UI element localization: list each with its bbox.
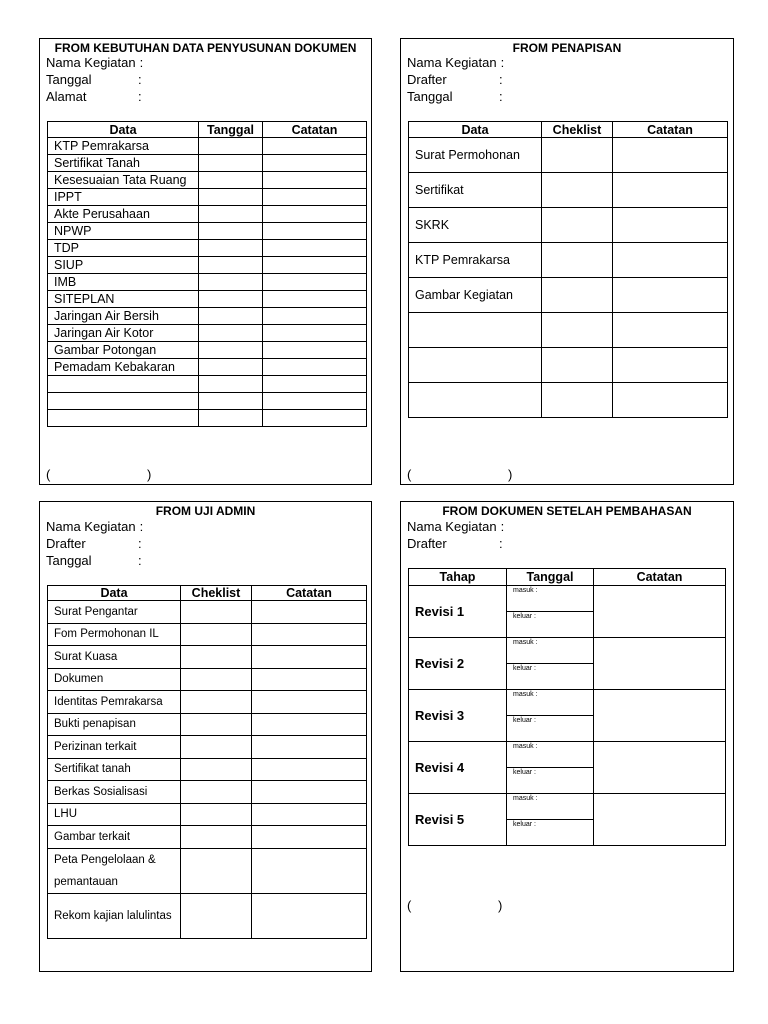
form1-row bbox=[48, 172, 367, 189]
form1-cell-data: Jaringan Air Bersih bbox=[48, 308, 199, 325]
form2-field-drafter: Drafter : bbox=[407, 72, 503, 87]
form2-cell-catatan bbox=[613, 173, 728, 208]
form4-field-drafter: Drafter : bbox=[407, 536, 503, 551]
form4-row bbox=[409, 794, 726, 820]
form1-cell-tanggal bbox=[199, 325, 263, 342]
form2-table bbox=[408, 121, 728, 418]
form2-cell-cheklist bbox=[542, 173, 613, 208]
form1-cell-tanggal bbox=[199, 155, 263, 172]
form1-cell-tanggal bbox=[199, 393, 263, 410]
form1-cell-data: Gambar Potongan bbox=[48, 342, 199, 359]
form2-cell-cheklist bbox=[542, 208, 613, 243]
form2-cell-data: Gambar Kegiatan bbox=[409, 278, 542, 313]
form3-cell-cheklist bbox=[181, 803, 252, 826]
form4-cell-catatan bbox=[594, 742, 726, 794]
form3-header-data: Data bbox=[48, 586, 181, 601]
form3-row bbox=[48, 781, 367, 804]
form1-header-catatan: Catatan bbox=[263, 122, 367, 138]
form4-cell-masuk: masuk : bbox=[507, 638, 594, 664]
form1-header-data: Data bbox=[48, 122, 199, 138]
form1-cell-catatan bbox=[263, 138, 367, 155]
form1-cell-catatan bbox=[263, 223, 367, 240]
form3-row bbox=[48, 623, 367, 646]
form3-cell-catatan bbox=[252, 623, 367, 646]
form2-cell-cheklist bbox=[542, 383, 613, 418]
form3-row bbox=[48, 893, 367, 938]
form4-cell-tahap: Revisi 1 bbox=[409, 586, 507, 638]
form3-cell-data: Fom Permohonan IL bbox=[48, 623, 181, 646]
form3-cell-catatan bbox=[252, 691, 367, 714]
form2-cell-data: KTP Pemrakarsa bbox=[409, 243, 542, 278]
form1-cell-data: SITEPLAN bbox=[48, 291, 199, 308]
form3-cell-catatan bbox=[252, 893, 367, 938]
form2-cell-catatan bbox=[613, 208, 728, 243]
form2-row bbox=[409, 348, 728, 383]
form1-row bbox=[48, 393, 367, 410]
form3-table bbox=[47, 585, 367, 939]
form1-cell-tanggal bbox=[199, 376, 263, 393]
form2-cell-cheklist bbox=[542, 138, 613, 173]
form4-row bbox=[409, 638, 726, 664]
form4-cell-catatan bbox=[594, 586, 726, 638]
form3-cell-cheklist bbox=[181, 781, 252, 804]
form1-cell-tanggal bbox=[199, 189, 263, 206]
form3-field-nama-kegiatan: Nama Kegiatan : bbox=[46, 519, 144, 534]
form2-row bbox=[409, 208, 728, 243]
form3-cell-cheklist bbox=[181, 623, 252, 646]
form3-cell-catatan bbox=[252, 781, 367, 804]
form4-cell-tahap: Revisi 3 bbox=[409, 690, 507, 742]
form3-cell-catatan bbox=[252, 713, 367, 736]
form3-cell-data: Perizinan terkait bbox=[48, 736, 181, 759]
form1-row bbox=[48, 189, 367, 206]
form1-row bbox=[48, 359, 367, 376]
form3-row bbox=[48, 803, 367, 826]
form2-header-cheklist: Cheklist bbox=[542, 122, 613, 138]
form1-table bbox=[47, 121, 367, 427]
form2-cell-cheklist bbox=[542, 278, 613, 313]
form4-row bbox=[409, 586, 726, 612]
form1-row bbox=[48, 376, 367, 393]
form3-cell-catatan bbox=[252, 668, 367, 691]
form-dokumen-setelah-pembahasan bbox=[400, 501, 734, 972]
form4-cell-keluar: keluar : bbox=[507, 716, 594, 742]
form1-row bbox=[48, 155, 367, 172]
form1-cell-tanggal bbox=[199, 342, 263, 359]
form2-field-nama-kegiatan: Nama Kegiatan : bbox=[407, 55, 505, 70]
form1-signature: ( ) bbox=[46, 467, 152, 482]
form1-cell-tanggal bbox=[199, 257, 263, 274]
form2-cell-cheklist bbox=[542, 243, 613, 278]
form1-row bbox=[48, 206, 367, 223]
form1-cell-tanggal bbox=[199, 172, 263, 189]
form4-cell-masuk: masuk : bbox=[507, 690, 594, 716]
form1-cell-data bbox=[48, 393, 199, 410]
form1-cell-catatan bbox=[263, 206, 367, 223]
form1-row bbox=[48, 240, 367, 257]
form3-header-cheklist: Cheklist bbox=[181, 586, 252, 601]
form4-cell-keluar: keluar : bbox=[507, 768, 594, 794]
form-uji-admin bbox=[39, 501, 372, 972]
form2-cell-data: Sertifikat bbox=[409, 173, 542, 208]
form1-cell-data: IMB bbox=[48, 274, 199, 291]
form3-cell-catatan bbox=[252, 601, 367, 624]
form-penapisan bbox=[400, 38, 734, 485]
form3-cell-catatan bbox=[252, 826, 367, 849]
form1-cell-catatan bbox=[263, 155, 367, 172]
form3-cell-cheklist bbox=[181, 646, 252, 669]
form1-cell-catatan bbox=[263, 393, 367, 410]
form3-cell-cheklist bbox=[181, 826, 252, 849]
form3-cell-data: Peta Pengelolaan & pemantauan bbox=[48, 848, 181, 893]
form3-row bbox=[48, 758, 367, 781]
form2-row bbox=[409, 243, 728, 278]
form3-row bbox=[48, 713, 367, 736]
form1-cell-tanggal bbox=[199, 223, 263, 240]
form1-cell-data: Kesesuaian Tata Ruang bbox=[48, 172, 199, 189]
form1-row bbox=[48, 257, 367, 274]
form1-row bbox=[48, 138, 367, 155]
form1-cell-catatan bbox=[263, 359, 367, 376]
form4-signature: ( ) bbox=[407, 898, 503, 913]
form4-cell-masuk: masuk : bbox=[507, 794, 594, 820]
form2-cell-catatan bbox=[613, 313, 728, 348]
form2-cell-catatan bbox=[613, 348, 728, 383]
form3-cell-data: Dokumen bbox=[48, 668, 181, 691]
form3-cell-data: Surat Kuasa bbox=[48, 646, 181, 669]
form2-cell-catatan bbox=[613, 138, 728, 173]
form1-cell-data: Sertifikat Tanah bbox=[48, 155, 199, 172]
form3-cell-cheklist bbox=[181, 713, 252, 736]
form2-cell-data bbox=[409, 313, 542, 348]
form1-field-alamat: Alamat : bbox=[46, 89, 142, 104]
form4-row bbox=[409, 742, 726, 768]
form4-field-nama-kegiatan: Nama Kegiatan : bbox=[407, 519, 505, 534]
form4-title: FROM DOKUMEN SETELAH PEMBAHASAN bbox=[442, 504, 692, 518]
form2-row bbox=[409, 278, 728, 313]
form3-row bbox=[48, 691, 367, 714]
form3-cell-cheklist bbox=[181, 601, 252, 624]
form3-cell-data: Surat Pengantar bbox=[48, 601, 181, 624]
form4-cell-tahap: Revisi 4 bbox=[409, 742, 507, 794]
form2-row bbox=[409, 313, 728, 348]
form2-cell-catatan bbox=[613, 278, 728, 313]
form3-cell-data: Berkas Sosialisasi bbox=[48, 781, 181, 804]
form2-title: FROM PENAPISAN bbox=[512, 41, 622, 55]
form1-cell-catatan bbox=[263, 240, 367, 257]
form1-cell-catatan bbox=[263, 189, 367, 206]
form2-row bbox=[409, 138, 728, 173]
form3-cell-cheklist bbox=[181, 668, 252, 691]
form3-row bbox=[48, 826, 367, 849]
form2-cell-data bbox=[409, 348, 542, 383]
form1-cell-data: Akte Perusahaan bbox=[48, 206, 199, 223]
form3-row bbox=[48, 736, 367, 759]
form1-cell-catatan bbox=[263, 291, 367, 308]
form4-cell-keluar: keluar : bbox=[507, 612, 594, 638]
form3-cell-cheklist bbox=[181, 893, 252, 938]
form1-cell-data: IPPT bbox=[48, 189, 199, 206]
form4-cell-tahap: Revisi 2 bbox=[409, 638, 507, 690]
form2-cell-catatan bbox=[613, 383, 728, 418]
form1-cell-catatan bbox=[263, 308, 367, 325]
form1-row bbox=[48, 325, 367, 342]
form1-cell-catatan bbox=[263, 342, 367, 359]
form3-title: FROM UJI ADMIN bbox=[155, 504, 256, 518]
form3-cell-catatan bbox=[252, 758, 367, 781]
form4-cell-masuk: masuk : bbox=[507, 586, 594, 612]
form3-field-tanggal: Tanggal : bbox=[46, 553, 142, 568]
form3-cell-data: Rekom kajian lalulintas bbox=[48, 893, 181, 938]
form1-cell-tanggal bbox=[199, 274, 263, 291]
form3-row bbox=[48, 848, 367, 893]
form1-cell-tanggal bbox=[199, 206, 263, 223]
form3-cell-catatan bbox=[252, 848, 367, 893]
form2-cell-data bbox=[409, 383, 542, 418]
form-kebutuhan-data bbox=[39, 38, 372, 485]
form4-cell-catatan bbox=[594, 690, 726, 742]
form3-cell-data: Bukti penapisan bbox=[48, 713, 181, 736]
form4-header-catatan: Catatan bbox=[594, 569, 726, 586]
form2-cell-catatan bbox=[613, 243, 728, 278]
form1-row bbox=[48, 410, 367, 427]
form3-row bbox=[48, 646, 367, 669]
form1-cell-data: TDP bbox=[48, 240, 199, 257]
form1-cell-data: Pemadam Kebakaran bbox=[48, 359, 199, 376]
form1-cell-tanggal bbox=[199, 291, 263, 308]
form1-cell-catatan bbox=[263, 376, 367, 393]
form1-cell-tanggal bbox=[199, 410, 263, 427]
form1-cell-catatan bbox=[263, 325, 367, 342]
form1-cell-catatan bbox=[263, 257, 367, 274]
form3-cell-data: Gambar terkait bbox=[48, 826, 181, 849]
form1-field-tanggal: Tanggal : bbox=[46, 72, 142, 87]
form1-row bbox=[48, 223, 367, 240]
form3-cell-cheklist bbox=[181, 758, 252, 781]
form1-cell-catatan bbox=[263, 410, 367, 427]
form4-header-tanggal: Tanggal bbox=[507, 569, 594, 586]
form1-cell-data: KTP Pemrakarsa bbox=[48, 138, 199, 155]
form3-cell-catatan bbox=[252, 736, 367, 759]
form1-cell-tanggal bbox=[199, 359, 263, 376]
form1-cell-data bbox=[48, 376, 199, 393]
form4-cell-masuk: masuk : bbox=[507, 742, 594, 768]
form1-cell-data: Jaringan Air Kotor bbox=[48, 325, 199, 342]
form3-cell-cheklist bbox=[181, 691, 252, 714]
form4-cell-keluar: keluar : bbox=[507, 820, 594, 846]
form3-cell-data: LHU bbox=[48, 803, 181, 826]
form3-cell-cheklist bbox=[181, 736, 252, 759]
form3-cell-cheklist bbox=[181, 848, 252, 893]
form3-cell-catatan bbox=[252, 803, 367, 826]
form2-field-tanggal: Tanggal : bbox=[407, 89, 503, 104]
form2-row bbox=[409, 383, 728, 418]
form2-signature: ( ) bbox=[407, 467, 513, 482]
form1-cell-data: SIUP bbox=[48, 257, 199, 274]
form2-cell-cheklist bbox=[542, 348, 613, 383]
form2-header-data: Data bbox=[409, 122, 542, 138]
form2-header-catatan: Catatan bbox=[613, 122, 728, 138]
form4-cell-keluar: keluar : bbox=[507, 664, 594, 690]
form4-table bbox=[408, 568, 726, 846]
form2-row bbox=[409, 173, 728, 208]
form2-cell-data: Surat Permohonan bbox=[409, 138, 542, 173]
form1-row bbox=[48, 291, 367, 308]
form1-cell-catatan bbox=[263, 172, 367, 189]
form1-cell-tanggal bbox=[199, 240, 263, 257]
form1-cell-tanggal bbox=[199, 308, 263, 325]
form3-cell-catatan bbox=[252, 646, 367, 669]
form3-row bbox=[48, 668, 367, 691]
form3-cell-data: Identitas Pemrakarsa bbox=[48, 691, 181, 714]
form4-cell-tahap: Revisi 5 bbox=[409, 794, 507, 846]
form2-cell-cheklist bbox=[542, 313, 613, 348]
form4-header-tahap: Tahap bbox=[409, 569, 507, 586]
form1-row bbox=[48, 342, 367, 359]
form4-cell-catatan bbox=[594, 794, 726, 846]
form3-field-drafter: Drafter : bbox=[46, 536, 142, 551]
form1-field-nama-kegiatan: Nama Kegiatan : bbox=[46, 55, 144, 70]
form1-title: FROM KEBUTUHAN DATA PENYUSUNAN DOKUMEN bbox=[54, 41, 357, 55]
form2-cell-data: SKRK bbox=[409, 208, 542, 243]
form1-cell-tanggal bbox=[199, 138, 263, 155]
form3-row bbox=[48, 601, 367, 624]
form1-cell-catatan bbox=[263, 274, 367, 291]
form1-header-tanggal: Tanggal bbox=[199, 122, 263, 138]
form1-row bbox=[48, 308, 367, 325]
form1-row bbox=[48, 274, 367, 291]
form1-cell-data bbox=[48, 410, 199, 427]
form1-cell-data: NPWP bbox=[48, 223, 199, 240]
form4-cell-catatan bbox=[594, 638, 726, 690]
form3-header-catatan: Catatan bbox=[252, 586, 367, 601]
form4-row bbox=[409, 690, 726, 716]
form3-cell-data: Sertifikat tanah bbox=[48, 758, 181, 781]
